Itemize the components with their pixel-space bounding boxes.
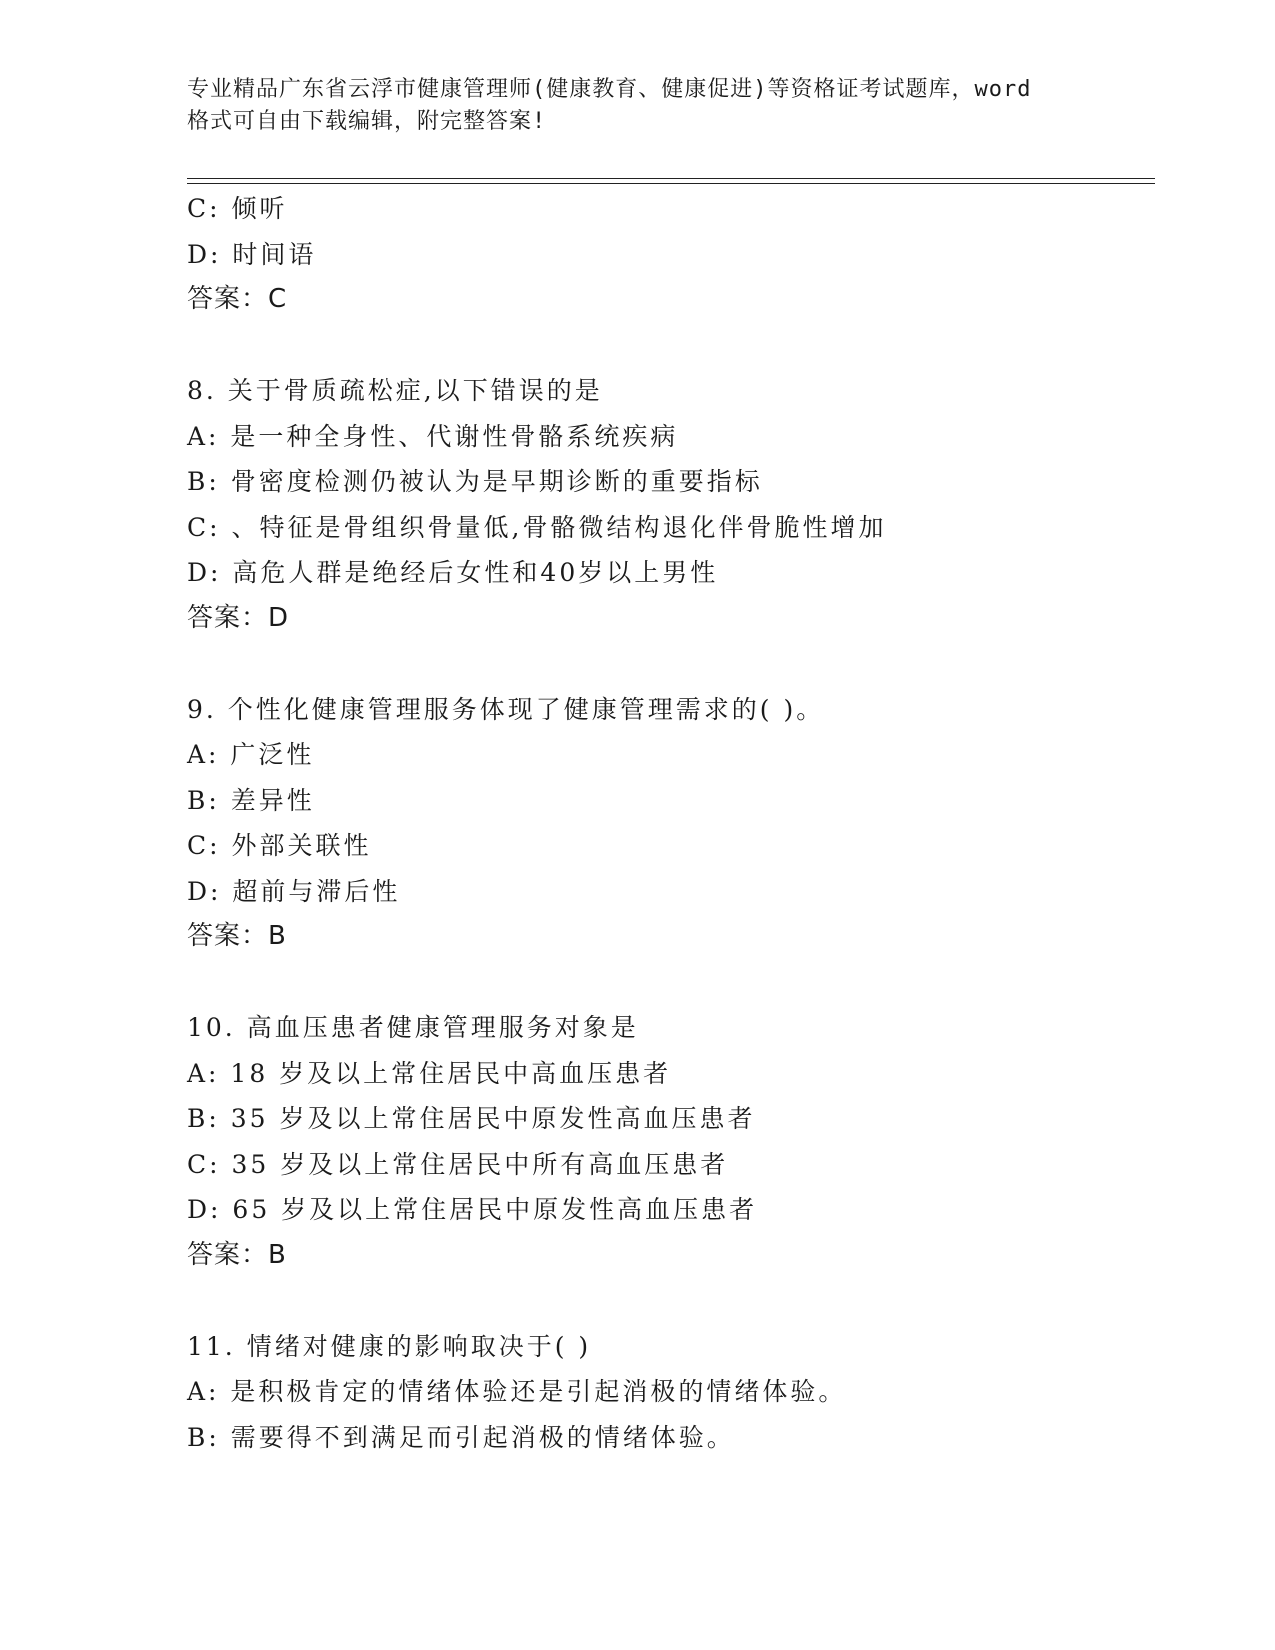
spacer <box>187 1278 1155 1324</box>
option-a: A: 是一种全身性、代谢性骨骼系统疾病 <box>187 421 679 451</box>
question-stem: 9. 个性化健康管理服务体现了健康管理需求的( )。 <box>187 694 825 724</box>
option-b: B: 需要得不到满足而引起消极的情绪体验。 <box>187 1422 735 1452</box>
option-c: C: 35 岁及以上常住居民中所有高血压患者 <box>187 1149 729 1179</box>
option-a: A: 广泛性 <box>187 740 315 769</box>
document-header <box>187 74 1087 138</box>
answer-line: 答案：C <box>187 284 288 314</box>
spacer <box>187 323 1155 369</box>
option-d: D: 65 岁及以上常住居民中原发性高血压患者 <box>187 1195 758 1224</box>
question-10 <box>187 1005 1155 1278</box>
header-divider-bottom <box>187 183 1155 184</box>
option-d: D: 时间语 <box>187 239 317 269</box>
header-title-line-2: 格式可自由下载编辑，附完整答案! <box>187 109 547 134</box>
answer-line: 答案：B <box>187 921 287 951</box>
option-a: A: 是积极肯定的情绪体验还是引起消极的情绪体验。 <box>187 1377 847 1406</box>
header-divider-top <box>187 178 1155 179</box>
answer-line: 答案：B <box>187 1239 287 1270</box>
question-stem: 8. 关于骨质疏松症,以下错误的是 <box>187 376 603 405</box>
option-d: D: 高危人群是绝经后女性和40岁以上男性 <box>187 558 719 587</box>
option-c: C: 、特征是骨组织骨量低,骨骼微结构退化伴骨脆性增加 <box>187 512 887 542</box>
spacer <box>187 960 1155 1006</box>
option-c: C: 倾听 <box>187 194 288 223</box>
question-9 <box>187 687 1155 960</box>
question-stem: 11. 情绪对健康的影响取决于( ) <box>187 1331 592 1361</box>
option-a: A: 18 岁及以上常住居民中高血压患者 <box>187 1058 672 1088</box>
option-d: D: 超前与滞后性 <box>187 876 401 906</box>
previous-question-tail <box>187 186 1155 323</box>
spacer <box>187 641 1155 687</box>
option-b: B: 35 岁及以上常住居民中原发性高血压患者 <box>187 1104 756 1133</box>
question-8 <box>187 368 1155 641</box>
question-11 <box>187 1324 1155 1461</box>
answer-line: 答案：D <box>187 602 290 633</box>
question-stem: 10. 高血压患者健康管理服务对象是 <box>187 1013 639 1042</box>
option-c: C: 外部关联性 <box>187 831 372 860</box>
header-title-line-1: 专业精品广东省云浮市健康管理师(健康教育、健康促进)等资格证考试题库，word <box>187 77 1032 102</box>
option-b: B: 骨密度检测仍被认为是早期诊断的重要指标 <box>187 467 763 496</box>
option-b: B: 差异性 <box>187 785 315 815</box>
question-list <box>187 186 1155 1460</box>
